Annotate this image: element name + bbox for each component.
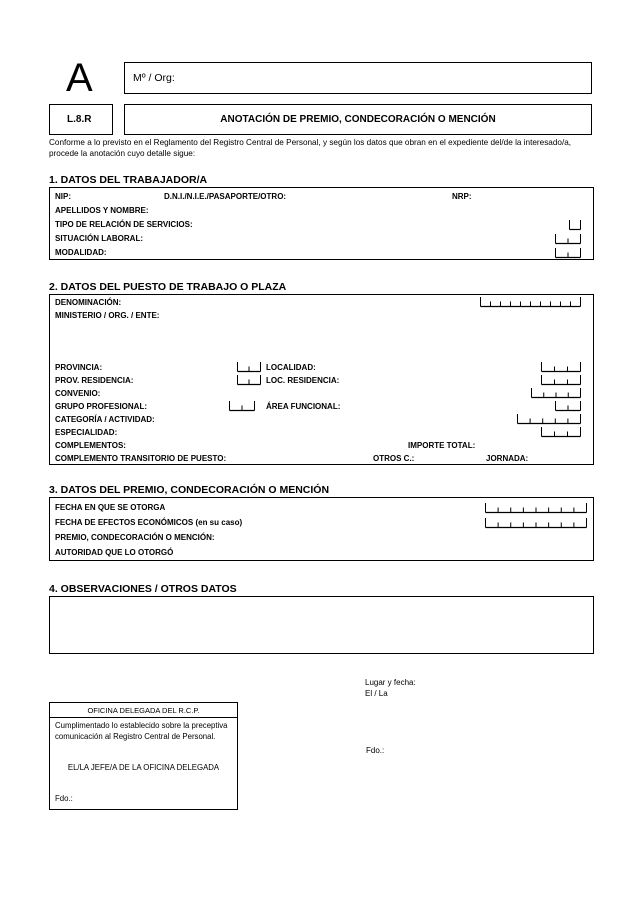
- importe-label: IMPORTE TOTAL:: [408, 441, 476, 450]
- oficina-delegada-box: [49, 702, 238, 810]
- section3-title: 3. DATOS DEL PREMIO, CONDECORACIÓN O MENCIÓN: [49, 484, 330, 496]
- convenio-label: CONVENIO:: [55, 389, 101, 398]
- especialidad-boxes[interactable]: [541, 427, 581, 437]
- jornada-label: JORNADA:: [486, 454, 529, 463]
- autoridad-label: AUTORIDAD QUE LO OTORGÓ: [55, 548, 174, 557]
- oficina-title: OFICINA DELEGADA DEL R.C.P.: [87, 706, 200, 715]
- form-code: L.8.R: [67, 114, 92, 125]
- oficina-text-line1: Cumplimentado lo establecido sobre la preceptiva: [55, 721, 228, 730]
- complementos-label: COMPLEMENTOS:: [55, 441, 126, 450]
- premio-label: PREMIO, CONDECORACIÓN O MENCIÓN:: [55, 533, 215, 542]
- form-title: ANOTACIÓN DE PREMIO, CONDECORACIÓN O MENCIÓN: [220, 114, 496, 125]
- loc-residencia-boxes[interactable]: [541, 375, 581, 385]
- situacion-label: SITUACIÓN LABORAL:: [55, 234, 143, 243]
- fecha-efectos-boxes[interactable]: [485, 518, 587, 528]
- localidad-boxes[interactable]: [541, 362, 581, 372]
- lugar-fecha-label: Lugar y fecha:: [365, 678, 416, 687]
- nip-label: NIP:: [55, 192, 71, 201]
- oficina-title-row: [50, 703, 237, 718]
- apellidos-label: APELLIDOS Y NOMBRE:: [55, 206, 149, 215]
- dni-label: D.N.I./N.I.E./PASAPORTE/OTRO:: [164, 192, 287, 201]
- intro-text-line1: Conforme a lo previsto en el Reglamento del Registro Central de Personal, y según los datos que obran en el expediente del/de la interesado/a,: [49, 138, 572, 147]
- ministerio-label: MINISTERIO / ORG. / ENTE:: [55, 311, 160, 320]
- nrp-label: NRP:: [452, 192, 472, 201]
- org-label: Mº / Org:: [133, 72, 175, 84]
- loc-residencia-label: LOC. RESIDENCIA:: [266, 376, 340, 385]
- oficina-fdo: Fdo.:: [55, 794, 73, 803]
- section4-title: 4. OBSERVACIONES / OTROS DATOS: [49, 583, 237, 595]
- el-la-label: El / La: [365, 689, 388, 698]
- modalidad-boxes[interactable]: [555, 248, 581, 258]
- signature-fdo-label: Fdo.:: [366, 746, 385, 755]
- denominacion-label: DENOMINACIÓN:: [55, 298, 122, 307]
- section2-box: [49, 294, 594, 465]
- intro-text-line2: procede la anotación cuyo detalle sigue:: [49, 149, 196, 158]
- fecha-efectos-label: FECHA DE EFECTOS ECONÓMICOS (en su caso): [55, 518, 243, 527]
- tipo-relacion-boxes[interactable]: [569, 220, 581, 230]
- org-field[interactable]: [124, 62, 592, 94]
- modalidad-label: MODALIDAD:: [55, 248, 107, 257]
- denominacion-boxes[interactable]: [480, 297, 581, 307]
- observaciones-field[interactable]: [49, 596, 594, 654]
- form-code-box: [49, 104, 113, 135]
- section1-box: [49, 187, 594, 260]
- oficina-text-line2: comunicación al Registro Central de Personal.: [55, 732, 216, 741]
- transitorio-label: COMPLEMENTO TRANSITORIO DE PUESTO:: [55, 454, 227, 463]
- grupo-boxes[interactable]: [229, 401, 255, 411]
- fecha-otorga-label: FECHA EN QUE SE OTORGA: [55, 503, 166, 512]
- area-boxes[interactable]: [555, 401, 581, 411]
- categoria-label: CATEGORÍA / ACTIVIDAD:: [55, 415, 155, 424]
- localidad-label: LOCALIDAD:: [266, 363, 316, 372]
- form-title-box: [124, 104, 592, 135]
- prov-residencia-label: PROV. RESIDENCIA:: [55, 376, 134, 385]
- convenio-boxes[interactable]: [531, 388, 581, 398]
- provincia-boxes[interactable]: [237, 362, 261, 372]
- form-letter: A: [66, 56, 93, 100]
- provincia-label: PROVINCIA:: [55, 363, 103, 372]
- categoria-boxes[interactable]: [517, 414, 581, 424]
- area-label: ÁREA FUNCIONAL:: [266, 402, 341, 411]
- situacion-boxes[interactable]: [555, 234, 581, 244]
- otros-label: OTROS C.:: [373, 454, 415, 463]
- fecha-otorga-boxes[interactable]: [485, 503, 587, 513]
- especialidad-label: ESPECIALIDAD:: [55, 428, 118, 437]
- oficina-jefe: EL/LA JEFE/A DE LA OFICINA DELEGADA: [67, 763, 220, 772]
- prov-residencia-boxes[interactable]: [237, 375, 261, 385]
- tipo-relacion-label: TIPO DE RELACIÓN DE SERVICIOS:: [55, 220, 193, 229]
- section2-title: 2. DATOS DEL PUESTO DE TRABAJO O PLAZA: [49, 281, 287, 293]
- section1-title: 1. DATOS DEL TRABAJADOR/A: [49, 174, 208, 186]
- grupo-label: GRUPO PROFESIONAL:: [55, 402, 148, 411]
